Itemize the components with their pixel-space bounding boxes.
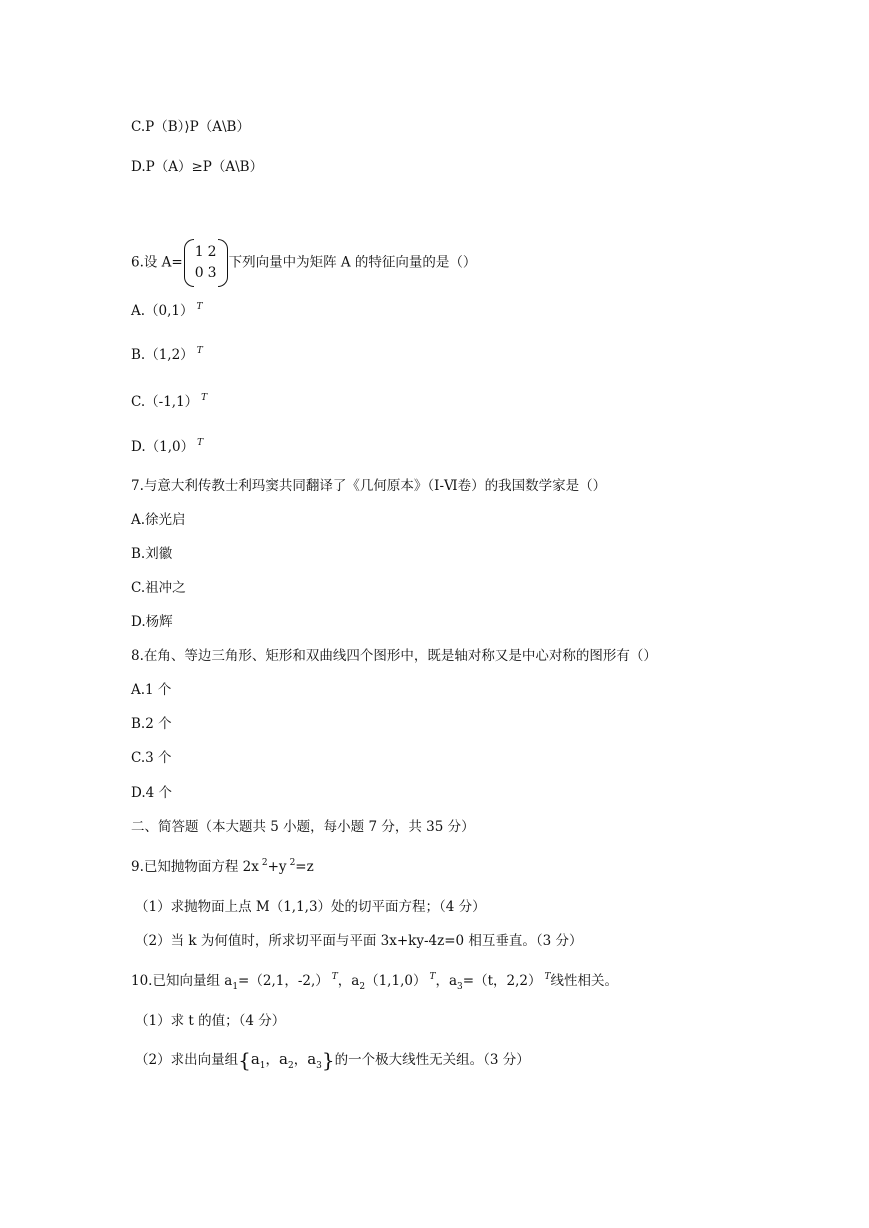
q10-part1: （1）求 t 的值；（4 分）	[135, 1013, 286, 1029]
q6-option-b	[131, 346, 203, 366]
comma: ，	[293, 1052, 308, 1068]
q7-stem: 7.与意大利传教士利玛窦共同翻译了《几何原本》（Ⅰ-Ⅵ卷）的我国数学家是（）	[131, 478, 607, 494]
subscript: 1	[232, 982, 239, 992]
q8-option-a: A.1 个	[131, 682, 172, 698]
q10-part2-a: （2）求出向量组	[135, 1052, 239, 1068]
option-text: A.（0,1）	[131, 303, 194, 319]
transpose-mark: T	[331, 972, 338, 982]
vector-a: a	[250, 1050, 260, 1068]
q10-s4: （1,1,0）	[365, 973, 427, 989]
q10-s7: 线性相关。	[550, 973, 618, 989]
transpose-mark: T	[544, 972, 551, 982]
q9-part2: （2）当 k 为何值时，所求切平面与平面 3x+ky-4z=0 相互垂直。（3 分）	[135, 933, 583, 949]
q9-stem	[131, 858, 314, 878]
q7-option-a: A.徐光启	[131, 512, 186, 528]
subscript: 2	[287, 1061, 294, 1071]
comma: ，	[265, 1052, 280, 1068]
q10-part2-b: 的一个极大线性无关组。（3 分）	[334, 1052, 530, 1068]
transpose-mark: T	[196, 302, 203, 312]
subscript: 3	[457, 982, 463, 992]
matrix-cell: 3	[207, 265, 217, 281]
q8-option-b: B.2 个	[131, 716, 172, 732]
subscript: 1	[259, 1061, 266, 1071]
q10-stem	[131, 972, 618, 992]
matrix-cell: 0	[194, 265, 204, 281]
q10-s5: ，a	[435, 973, 458, 989]
q8-option-d: D.4 个	[131, 785, 173, 801]
q9-part1: （1）求抛物面上点 M（1,1,3）处的切平面方程；（4 分）	[135, 899, 486, 915]
option-text: D.（1,0）	[131, 439, 195, 455]
set-close-brace: }	[321, 1047, 335, 1072]
option-text: B.（1,2）	[131, 347, 194, 363]
section-heading: 二、简答题（本大题共 5 小题，每小题 7 分，共 35 分）	[131, 819, 475, 835]
q6-option-c	[131, 393, 207, 413]
q5-option-c: C.P（B）⟩P（A\B）	[131, 119, 250, 135]
q6-option-d	[131, 438, 203, 458]
q6-stem	[131, 242, 476, 284]
q7-option-d: D.杨辉	[131, 614, 173, 630]
q6-prefix: 6.设 A=	[131, 254, 183, 271]
q7-option-b: B.刘徽	[131, 546, 173, 562]
transpose-mark: T	[429, 972, 436, 982]
transpose-mark: T	[196, 346, 203, 356]
matrix-a	[184, 242, 228, 284]
q6-option-a	[131, 302, 203, 322]
q8-stem: 8.在角、等边三角形、矩形和双曲线四个图形中，既是轴对称又是中心对称的图形有（）	[131, 648, 657, 664]
transpose-mark: T	[197, 438, 204, 448]
vector-a: a	[279, 1050, 288, 1068]
q7-option-c: C.祖冲之	[131, 580, 186, 596]
q10-s3: ，a	[337, 973, 360, 989]
matrix-cell: 1	[194, 244, 204, 260]
q9-stem-b: +y	[267, 859, 287, 875]
option-text: C.（-1,1）	[131, 394, 199, 410]
q5-option-d: D.P（A）≥P（A\B）	[131, 159, 264, 175]
q9-stem-a: 9.已知抛物面方程 2x	[131, 859, 259, 875]
q9-stem-c: =z	[295, 859, 314, 875]
matrix-cell: 2	[207, 244, 217, 260]
q8-option-c: C.3 个	[131, 750, 172, 766]
subscript: 3	[316, 1061, 322, 1071]
subscript: 2	[359, 982, 366, 992]
transpose-mark: T	[201, 393, 208, 403]
exponent: 2	[289, 858, 296, 868]
set-open-brace: {	[238, 1047, 251, 1072]
q10-s6: =（t，2,2）	[462, 973, 542, 989]
exponent: 2	[261, 858, 268, 868]
q10-s2: =（2,1，-2,）	[238, 973, 329, 989]
q10-s1: 10.已知向量组 a	[131, 973, 233, 989]
q10-part2	[135, 1047, 530, 1072]
q6-suffix: 下列向量中为矩阵 A 的特征向量的是（）	[228, 254, 477, 271]
vector-a: a	[307, 1050, 317, 1068]
